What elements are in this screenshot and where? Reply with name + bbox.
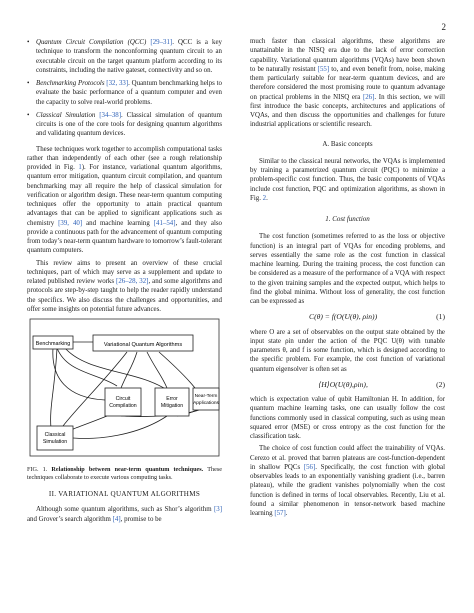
node-label: Mitigation [160, 403, 184, 409]
figure-1 [27, 318, 222, 458]
paragraph: The choice of cost function could affect the trainability of VQAs. Cerezo et al. proved that barren plateaus are cost-function-dependent in shallow PQCs [56]. Specifically, the cost function with global observables leads to an exponentially vanishing gradient (i.e., barren plateau), while the gradient vanishes polynomially when the cost function is defined in terms of local observables. Recently, Liu et al. found a similar phenomenon in tensor-network based machine learning [57]. [250, 445, 445, 517]
node-box [155, 388, 189, 416]
node-label: Circuit [115, 396, 131, 402]
equation-2 [250, 380, 445, 389]
connector [57, 348, 117, 386]
list-item [27, 111, 222, 139]
section-heading: II. VARIATIONAL QUANTUM ALGORITHMS [48, 490, 201, 498]
node-label: Compilation [109, 403, 137, 409]
paragraph: which is expectation value of qubit Hamiltonian H. In addition, for quantum machine learning tasks, one can usually follow the cost functions commonly used in classical computing, such as using mean squared error (MSE) or cross entropy as the cost function for the classification task. [250, 396, 445, 440]
figure-link[interactable]: 1 [78, 164, 82, 171]
paragraph: much faster than classical algorithms, these algorithms are unattainable in the NISQ era due to the lack of error correction capability. Variational quantum algorithms (VQAs) have been shown to be naturally resistant [55] to, and even benefit from, noise, making them particularly suitable for near-term quantum devices, and are therefore considered the most promising route to quantum advantage on practical problems in the NISQ era [26]. In this section, we will first introduce the basic concepts, architectures and applications of VQAs, and then discuss the opportunities and challenges for future industrial applications or scientific research. [250, 38, 445, 129]
paragraph: Although some quantum algorithms, such as Shor’s algorithm [3] and Grover’s search algorithm [4], promise to be [27, 506, 222, 523]
subsubsection-heading: 1. Cost function [325, 215, 370, 223]
connector [147, 352, 167, 388]
connector [53, 348, 105, 400]
paragraph: These techniques work together to accomplish computational tasks rather than independently of each other (see a rough relationship provided in Fig. 1). For instance, variational quantum algorithms, quantum error mitigation, quantum circuit compilation, and quantum benchmarking may all require the help of classical simulation for verification or algorithm design. These near-term quantum computing techniques offer the opportunity to attain practical quantum advantages that can be applied to significant applications such as chemistry [39, 40] and machine learning [41–54], and they also provide a continuous path for the advancement of quantum computing from today’s near-term quantum hardware to tomorrow’s fault-tolerant quantum computers. [27, 145, 222, 255]
citation-link[interactable]: [26] [362, 93, 375, 101]
paragraph: where O are a set of observables on the output state obtained by the input state ρin under the action of the PQC U(θ) with tunable parameters θ, and f is some function, which is designed according to the specific problem. For example, the cost function of variational quantum eigensolver is often set as [250, 328, 445, 373]
paragraph: The cost function (sometimes referred to as the loss or objective function) is an integral part of VQAs for encoding problems, and serves essentially the same role as the cost function in classical machine learning. During the training process, the cost function can be considered as a measure of the performance of a VQA with respect to the given training samples and the expected output, which helps to find the global minima. Without loss of generality, the cost function can be expressed as [250, 233, 445, 305]
citation-link[interactable]: [57] [274, 510, 286, 517]
equation-body: C(θ) = f(O(U(θ), ρin)) [309, 312, 378, 322]
bullet-title: Classical Simulation [36, 111, 96, 119]
connector [73, 416, 167, 438]
node-label: Classical [44, 432, 66, 438]
right-column [250, 37, 445, 521]
citation-link[interactable]: [39, 40] [58, 219, 83, 227]
equation-1 [250, 312, 445, 321]
citation-link[interactable]: [34–38] [99, 111, 122, 119]
subsection-heading: A. Basic concepts [322, 139, 373, 148]
citation-link[interactable]: [56] [303, 463, 316, 471]
node-label: Simulation [42, 439, 68, 445]
citation-link[interactable]: [41–54] [153, 219, 176, 227]
relationship-diagram [27, 318, 222, 458]
node-label: Applications [193, 401, 219, 406]
citation-link[interactable]: [55] [317, 65, 330, 73]
equation-body: ⟨H⟩O(U(θ),ρin), [318, 379, 368, 389]
page-number: 2 [441, 22, 446, 32]
connector [65, 348, 167, 390]
citation-link[interactable]: [3] [213, 506, 222, 514]
paragraph: Similar to the classical neural networks, the VQAs is implemented by training a parametrized quantum circuit (PQC) to minimize a problem-specific cost function. Thus, the basic components of VQAs include cost function, PQC and optimization algorithms, as shown in Fig. 2. [250, 157, 445, 202]
equation-number: (2) [436, 379, 445, 389]
connector [51, 348, 57, 428]
connector [71, 416, 107, 430]
node-box [105, 388, 141, 416]
node-label: Near-Term [194, 394, 218, 399]
node-label: Benchmarking [35, 341, 71, 347]
citation-link[interactable]: [4] [112, 515, 121, 523]
left-column [27, 38, 222, 527]
citation-link[interactable]: [26–28, 32] [116, 278, 149, 285]
node-box [193, 388, 219, 410]
citation-link[interactable]: [32, 33] [106, 80, 129, 87]
node-label: Variational Quantum Algorithms [103, 342, 183, 348]
paragraph: This review aims to present an overview of these crucial techniques, part of which may serve as a supplement and update to related published review works [26–28, 32], and some algorithms and protocols are step-by-step taught to help the reader rapidly understand the specifics. We also discuss the challenges and opportunities, and offer some insights on potential future advances. [27, 259, 222, 313]
connector [121, 352, 137, 388]
bullet-text: . QCC is a key technique to transform the nonconforming quantum circuit to an executable circuit on the target quantum platform according to its constraints, including the native gateset, connectivity and so on. [36, 39, 222, 74]
list-item [27, 38, 222, 75]
bullet-text: . Classical simulation of quantum circuits is one of the core tools for designing quantum algorithms and validating quantum devices. [36, 111, 222, 138]
node-box [37, 426, 73, 450]
bullet-text: . Quantum benchmarking helps to evaluate the basic performance of a quantum computer and even the capacity to solve real-world problems. [36, 80, 222, 106]
figure-link[interactable]: 2 [262, 194, 267, 202]
technique-list [27, 38, 222, 139]
figure-caption: FIG. 1. Relationship between near-term quantum techniques. These techniques collaborate to execute various computing tasks. [27, 466, 222, 481]
citation-link[interactable]: [29–31] [150, 39, 173, 46]
bullet-title: Benchmarking Protocols [36, 80, 105, 87]
node-label: Error [166, 396, 178, 402]
list-item [27, 79, 222, 107]
equation-number: (1) [436, 312, 445, 322]
bullet-title: Quantum Circuit Compilation (QCC) [36, 39, 147, 46]
